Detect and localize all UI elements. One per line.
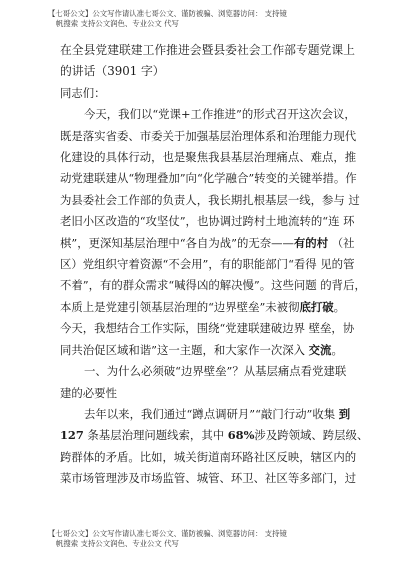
salutation: 同志们： — [60, 85, 106, 100]
paragraph-line — [60, 297, 390, 318]
footer-line-2: 帆搜索 支持公文润色、专业公文 代写 — [56, 539, 179, 548]
paragraph-line: 老旧小区改造的“攻坚仗”，也协调过跨村土地流转的“连 环 — [60, 214, 355, 229]
paragraph-line — [60, 340, 390, 361]
text-run: 同共治促区域和谐”这一主题，和大家作一次深入 — [60, 342, 306, 357]
text-run: 。 — [331, 342, 343, 357]
text-run: 去年以来，我们通过“蹲点调研月”“敲门行动”收集 — [84, 406, 336, 421]
text-run: 本质上是党建引领基层治理的“边界壁垒”未被彻 — [60, 299, 300, 314]
bold-number: 68% — [227, 428, 255, 443]
section-heading: 一、为什么必须破“边界壁垒”？从基层痛点看党建联 — [84, 364, 347, 379]
text-run: 。 — [333, 299, 346, 314]
document-body — [60, 40, 390, 490]
speech-title-line-2: 的讲话（3901 字） — [60, 64, 165, 79]
paragraph-line: 为县委社会工作部的负责人，我长期扎根基层一线，参与 过 — [60, 192, 360, 207]
bold-text: 有的村 — [293, 235, 329, 250]
header-line-2: 帆搜索 支持公文润色、专业公文 代写 — [56, 19, 179, 28]
paragraph-line: 跨群体的矛盾。比如，城关街道南环路社区反映，辖区内的 — [60, 449, 357, 464]
paragraph-line — [60, 233, 390, 254]
paragraph-line: 化建设的具体行动，也是聚焦我县基层治理痛点、难点，推 — [60, 150, 357, 165]
bold-number: 127 — [60, 428, 84, 443]
page-header — [48, 9, 390, 29]
footer-line-1: 【七哥公文】公文写作请认准七哥公文、谨防被骗、浏览器访问： 支持镜 — [48, 529, 287, 538]
text-run: 涉及跨领域、跨层级、 — [254, 428, 369, 443]
paragraph-line — [60, 404, 390, 425]
paragraph-line: 既是落实省委、市委关于加强基层治理体系和治理能力现代 — [60, 128, 357, 143]
bold-text: 交流 — [308, 342, 332, 357]
paragraph-line: 菜市场管理涉及市场监管、城管、环卫、社区等多部门，过 — [60, 471, 357, 486]
paragraph-line — [60, 425, 390, 446]
paragraph-line: 动党建联建从“物理叠加”向“化学融合”转变的关键举措。作 — [60, 171, 357, 186]
text-run: 条基层治理问题线索，其中 — [87, 428, 225, 443]
speech-title-line-1: 在全县党建联建工作推进会暨县委社会工作部专题党课上 — [60, 43, 355, 57]
paragraph-line: 不着”，有的群众需求“喊得凶的解决慢”。这些问题 的背后， — [60, 278, 366, 293]
paragraph-line: 今天，我们以“党课+工作推进”的形式召开这次会议， — [84, 107, 356, 122]
page-footer — [48, 529, 390, 549]
bold-text: 底打破 — [299, 299, 334, 314]
paragraph-line: 区）党组织守着资源“不会用”，有的职能部门“看得 见的管 — [60, 257, 355, 272]
text-run: 棋”，更深知基层治理中“各自为战”的无奈—— — [60, 235, 294, 250]
paragraph-line: 今天，我想结合工作实际，围绕“党建联建破边界 壁垒，协 — [60, 321, 355, 336]
bold-text: 到 — [338, 406, 351, 421]
text-run: （社 — [331, 235, 355, 250]
section-heading-cont: 建的必要性 — [60, 385, 117, 400]
header-line-1: 【七哥公文】公文写作请认准七哥公文、谨防被骗、浏览器访问： 支持镜 — [48, 9, 287, 18]
